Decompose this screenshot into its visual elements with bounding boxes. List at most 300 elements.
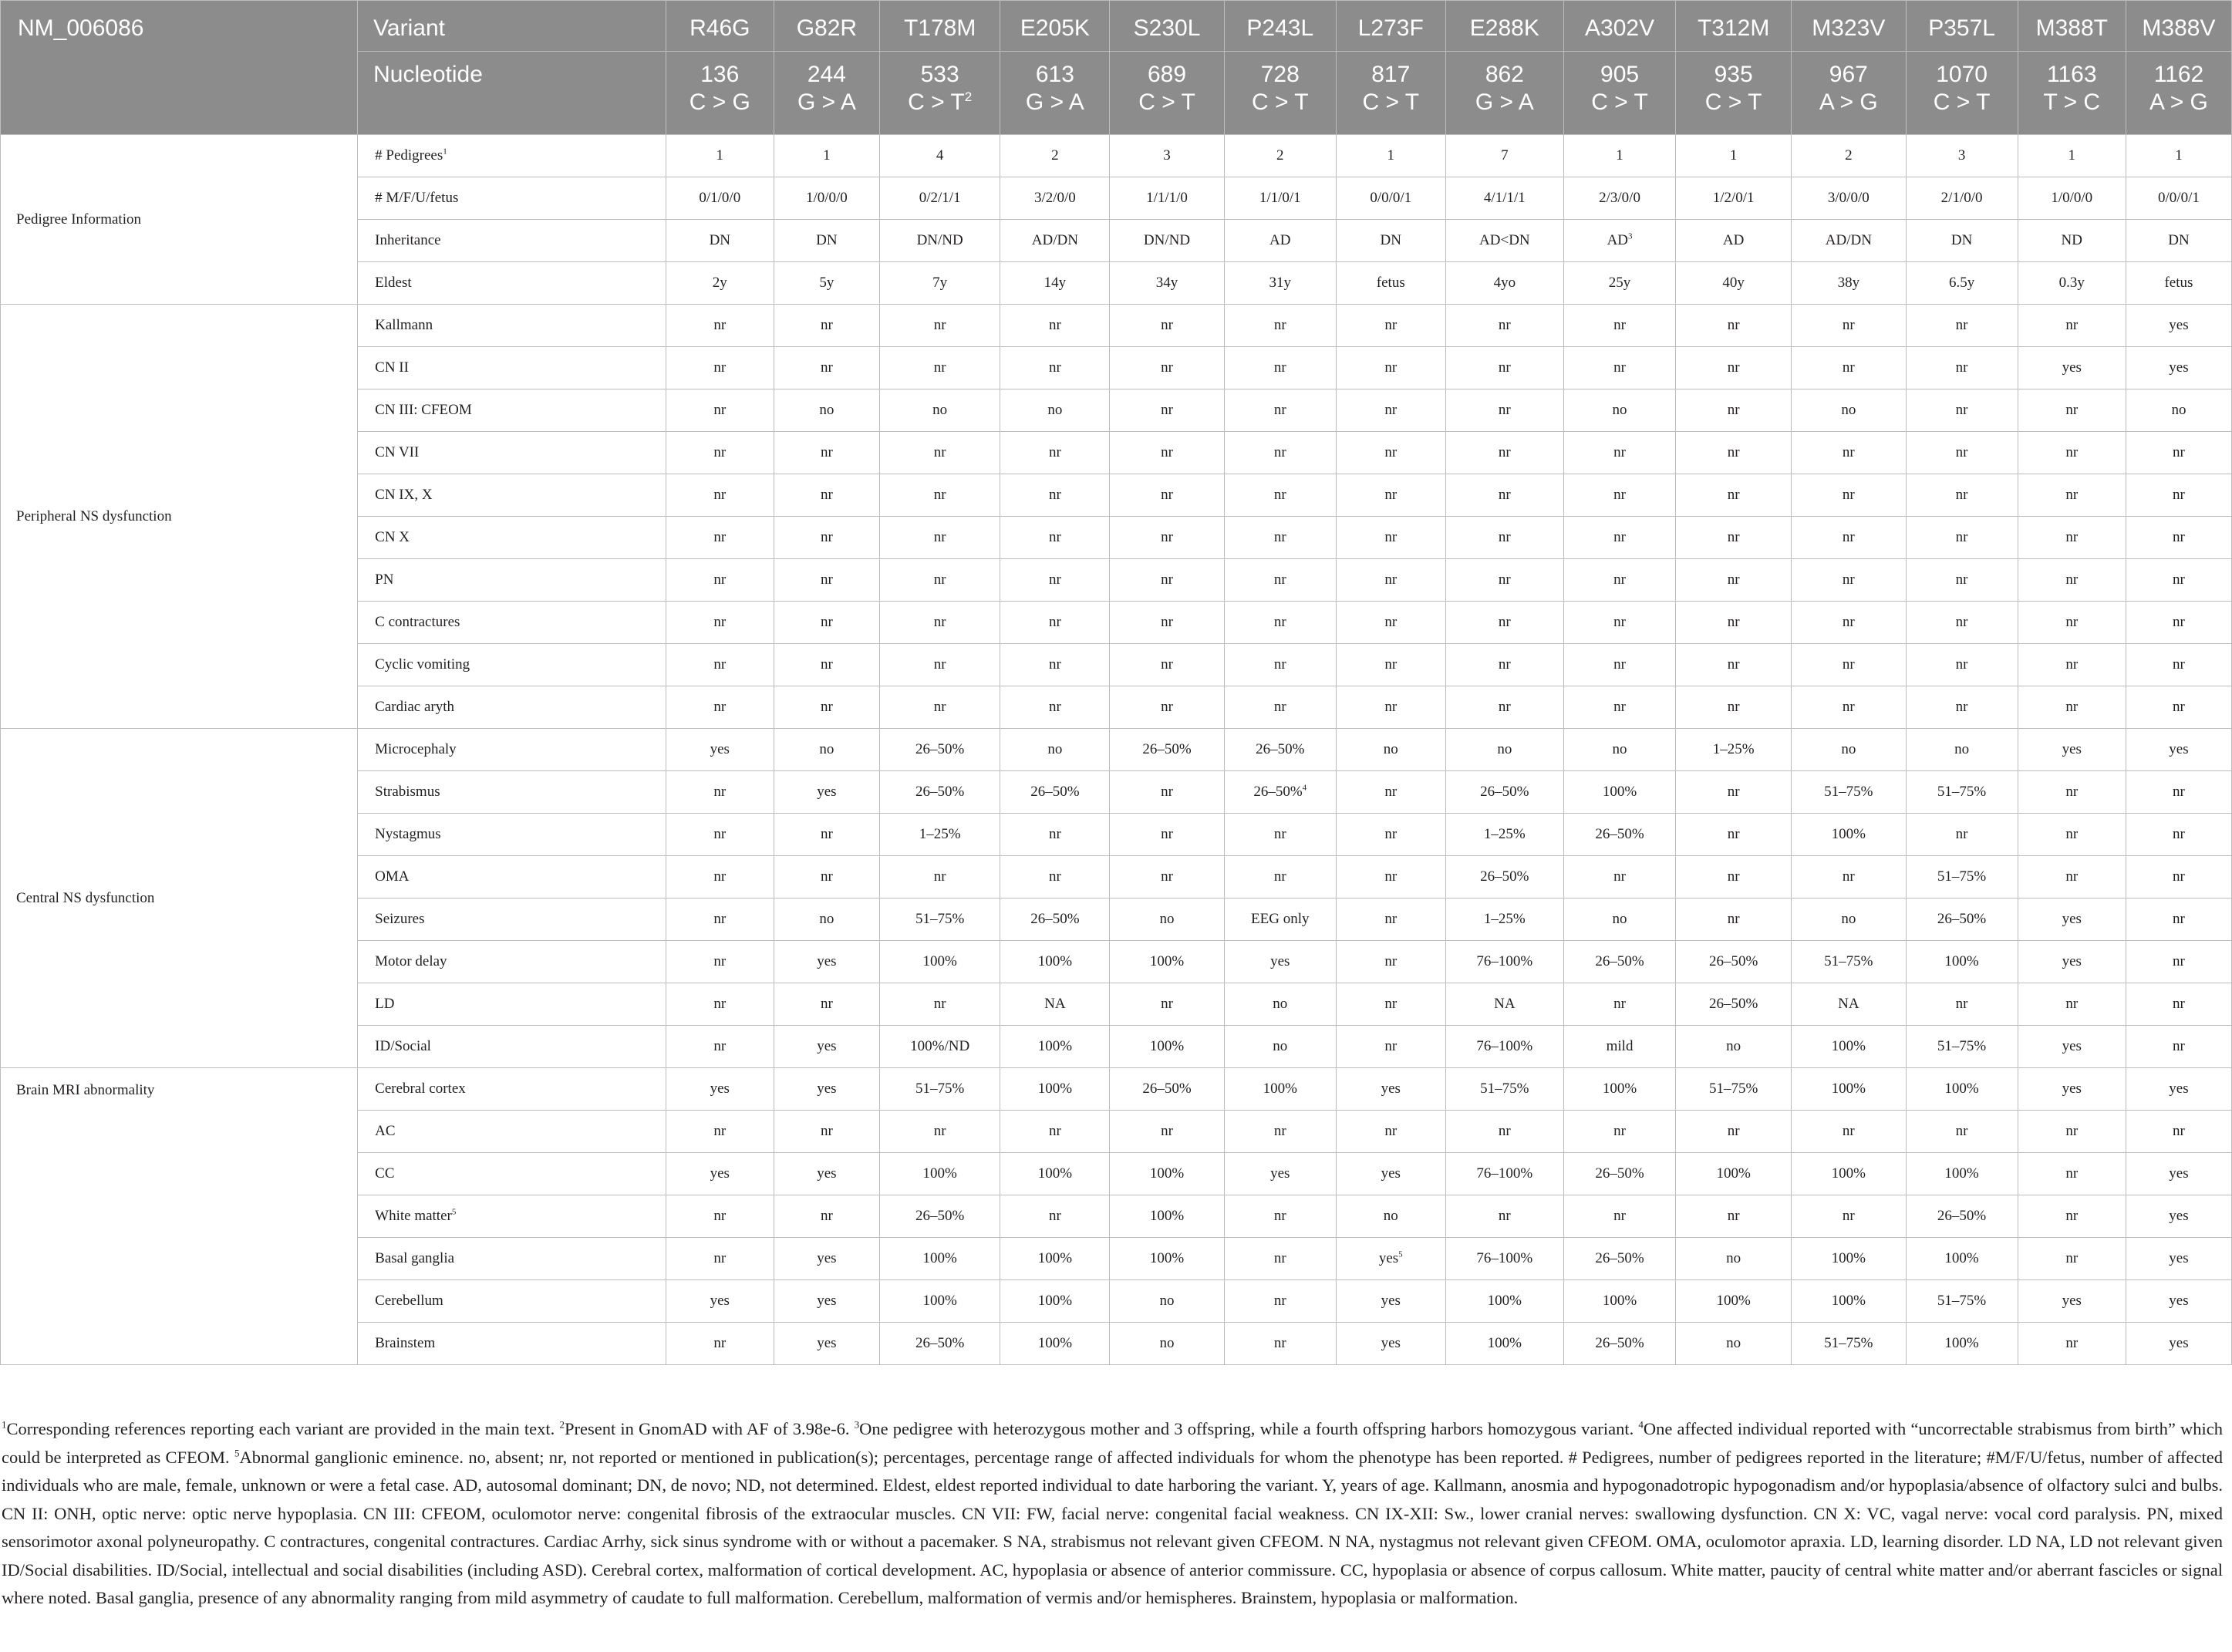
cell-value: 26–50% <box>915 784 965 800</box>
cell-value: 1/0/0/0 <box>2051 190 2093 206</box>
variant-header: T312M <box>1676 1 1792 52</box>
cell-value: nr <box>1161 699 1173 715</box>
cell-value: 26–50% <box>1937 1208 1987 1224</box>
cell-value: 3 <box>1163 147 1171 164</box>
table-cell <box>774 559 879 602</box>
table-cell <box>1000 389 1110 432</box>
table-cell <box>774 474 879 517</box>
feature-label <box>358 898 666 941</box>
table-cell <box>1110 1195 1224 1238</box>
variant-header: P357L <box>1906 1 2018 52</box>
feature-label <box>358 135 666 177</box>
table-cell <box>1224 898 1336 941</box>
header-row-variant <box>1 1 2232 52</box>
table-cell <box>1792 1026 1906 1068</box>
table-cell <box>1906 262 2018 305</box>
table-cell <box>774 941 879 983</box>
table-cell <box>1676 644 1792 686</box>
table-cell <box>774 1111 879 1153</box>
cell-value: 26–50% <box>915 1335 965 1351</box>
table-cell <box>879 1026 1000 1068</box>
table-cell <box>2126 1238 2231 1280</box>
cell-value: nr <box>2065 784 2079 800</box>
feature-label <box>358 305 666 347</box>
cell-value: mild <box>1606 1038 1634 1054</box>
table-cell <box>1336 814 1445 856</box>
cell-value: nr <box>933 656 946 673</box>
cell-value: nr <box>1048 614 1061 630</box>
variant-header: A302V <box>1563 1 1675 52</box>
cell-value: yes <box>2062 1081 2082 1097</box>
table-cell <box>1224 1280 1336 1323</box>
cell-value: yes <box>2169 1250 2189 1266</box>
table-cell <box>1792 220 1906 262</box>
feature-label-text: Motor delay <box>375 953 447 969</box>
table-cell <box>1906 1153 2018 1195</box>
cell-value: yes <box>817 953 837 969</box>
cell-value: 76–100% <box>1476 1165 1533 1182</box>
table-cell <box>1906 1195 2018 1238</box>
cell-value: nr <box>1161 868 1173 885</box>
cell-value: 100% <box>922 1293 957 1309</box>
cell-value: nr <box>2065 1123 2079 1139</box>
table-cell <box>1445 389 1563 432</box>
table-cell <box>1000 1068 1110 1111</box>
cell-value: nr <box>1955 359 1968 376</box>
cell-value: no <box>1383 1208 1398 1224</box>
cell-value: nr <box>820 699 833 715</box>
table-cell <box>1336 1323 1445 1365</box>
table-cell <box>1110 1238 1224 1280</box>
cell-value: 7y <box>932 275 948 291</box>
cell-value: 1 <box>2175 147 2183 164</box>
cell-value: nr <box>1613 996 1626 1012</box>
table-cell <box>2018 729 2126 771</box>
table-cell <box>666 1068 774 1111</box>
table-cell <box>2126 644 2231 686</box>
cell-value: 51–75% <box>915 1081 965 1097</box>
table-cell <box>1676 1195 1792 1238</box>
cell-value: 100% <box>922 1250 957 1266</box>
table-cell <box>1906 347 2018 389</box>
table-cell <box>1563 432 1675 474</box>
cell-value: 51–75% <box>1480 1081 1529 1097</box>
table-cell <box>1676 1068 1792 1111</box>
cell-value: nr <box>1727 868 1740 885</box>
table-cell <box>879 686 1000 729</box>
table-cell <box>1563 1238 1675 1280</box>
table-cell <box>879 1280 1000 1323</box>
table-cell <box>1110 729 1224 771</box>
table-cell <box>774 177 879 220</box>
cell-value: nr <box>1727 911 1740 927</box>
table-cell <box>1224 941 1336 983</box>
table-cell <box>1906 602 2018 644</box>
table-cell <box>1000 305 1110 347</box>
table-cell <box>1224 856 1336 898</box>
table-cell <box>1906 220 2018 262</box>
table-cell <box>1563 1153 1675 1195</box>
table-cell <box>666 135 774 177</box>
nucleotide-header <box>1336 52 1445 135</box>
cell-value: nr <box>1842 571 1855 588</box>
cell-value: 100% <box>1831 1250 1866 1266</box>
cell-value: nr <box>1498 699 1511 715</box>
cell-value: nr <box>1727 359 1740 376</box>
table-cell <box>1336 347 1445 389</box>
cell-value: nr <box>1727 1208 1740 1224</box>
table-cell <box>1000 771 1110 814</box>
cell-value: 2 <box>1276 147 1284 164</box>
feature-label-text: Brainstem <box>375 1335 436 1351</box>
nucleotide-change <box>2018 89 2126 116</box>
table-cell <box>1224 305 1336 347</box>
table-cell <box>1906 941 2018 983</box>
cell-value: nr <box>1498 487 1511 503</box>
cell-value: yes <box>710 1081 730 1097</box>
cell-value: nr <box>2065 444 2079 460</box>
nucleotide-change-text: G > A <box>1025 89 1084 115</box>
cell-value: nr <box>1613 317 1626 333</box>
table-cell <box>2018 856 2126 898</box>
table-cell <box>2018 432 2126 474</box>
feature-label-text: Cardiac aryth <box>375 699 455 715</box>
cell-value: nr <box>1842 1123 1855 1139</box>
feature-label-text: Cerebellum <box>375 1293 443 1309</box>
cell-value: 26–50% <box>1708 996 1758 1012</box>
table-cell <box>1906 814 2018 856</box>
nucleotide-position: 533 <box>920 62 959 87</box>
feature-label <box>358 1153 666 1195</box>
table-cell <box>1563 347 1675 389</box>
feature-label-text: CN III: CFEOM <box>375 402 472 418</box>
cell-value: nr <box>1613 1123 1626 1139</box>
table-cell <box>2126 1026 2231 1068</box>
cell-value: nr <box>1161 487 1173 503</box>
corner-label: NM_006086 <box>1 1 358 135</box>
variant-header: L273F <box>1336 1 1445 52</box>
cell-value: 100% <box>1037 953 1073 969</box>
cell-value: nr <box>1048 1123 1061 1139</box>
cell-value: nr <box>933 614 946 630</box>
cell-value: nr <box>1161 996 1173 1012</box>
table-cell <box>2126 771 2231 814</box>
cell-value: 34y <box>1155 275 1178 291</box>
cell-value: 31y <box>1269 275 1292 291</box>
table-cell <box>774 432 879 474</box>
table-cell <box>1792 559 1906 602</box>
table-cell <box>1563 814 1675 856</box>
cell-value: 6.5y <box>1948 275 1975 291</box>
table-cell <box>1000 814 1110 856</box>
table-cell <box>2126 517 2231 559</box>
cell-value: nr <box>2065 529 2079 545</box>
cell-value: 2 <box>1845 147 1853 164</box>
cell-value: nr <box>1613 868 1626 885</box>
table-cell <box>1110 1153 1224 1195</box>
table-cell <box>1445 1195 1563 1238</box>
table-cell <box>666 1238 774 1280</box>
feature-label-text: AC <box>375 1123 396 1139</box>
table-cell <box>774 686 879 729</box>
table-cell <box>666 898 774 941</box>
table-cell <box>1676 898 1792 941</box>
cell-value: nr <box>1613 656 1626 673</box>
table-cell <box>774 729 879 771</box>
table-cell <box>1336 474 1445 517</box>
table-cell <box>2018 517 2126 559</box>
cell-value: nr <box>1048 656 1061 673</box>
table-cell <box>879 1195 1000 1238</box>
table-cell <box>2126 347 2231 389</box>
cell-value: nr <box>2173 996 2185 1012</box>
nucleotide-header <box>2126 52 2231 135</box>
table-cell <box>1563 729 1675 771</box>
cell-value: 0/0/0/1 <box>1370 190 1412 206</box>
table-cell <box>1563 1068 1675 1111</box>
cell-value: 100% <box>1716 1165 1751 1182</box>
table-cell <box>1906 474 2018 517</box>
cell-value: 1–25% <box>919 826 961 842</box>
table-cell <box>1563 1323 1675 1365</box>
cell-value: nr <box>820 359 833 376</box>
table-cell <box>1000 262 1110 305</box>
cell-value: nr <box>1273 614 1286 630</box>
table-cell <box>666 262 774 305</box>
cell-value: nr <box>2173 571 2185 588</box>
table-cell <box>1445 1026 1563 1068</box>
cell-value: yes <box>2062 1293 2082 1309</box>
cell-value: nr <box>2173 1123 2185 1139</box>
cell-value: nr <box>1727 317 1740 333</box>
table-cell <box>1792 517 1906 559</box>
cell-value: 100% <box>1944 953 1979 969</box>
nucleotide-change-text: C > T <box>1138 89 1195 115</box>
cell-value: nr <box>2065 996 2079 1012</box>
cell-value: 40y <box>1722 275 1745 291</box>
table-cell <box>1676 432 1792 474</box>
table-cell <box>2018 1323 2126 1365</box>
cell-value: 1 <box>1616 147 1623 164</box>
table-cell <box>666 517 774 559</box>
table-cell <box>879 1068 1000 1111</box>
cell-value: nr <box>1727 1123 1740 1139</box>
table-cell <box>1792 686 1906 729</box>
cell-value: nr <box>713 996 727 1012</box>
cell-value: 26–50% <box>1142 1081 1192 1097</box>
cell-value: 100% <box>1831 1038 1866 1054</box>
table-cell <box>1445 474 1563 517</box>
cell-value: no <box>2171 402 2186 418</box>
cell-value: 1/1/1/0 <box>1146 190 1188 206</box>
feature-label <box>358 432 666 474</box>
table-cell <box>1336 559 1445 602</box>
feature-label-text: Inheritance <box>375 232 441 248</box>
cell-value: nr <box>1727 402 1740 418</box>
table-cell <box>666 1026 774 1068</box>
cell-value: nr <box>933 1123 946 1139</box>
cell-value: EEG only <box>1251 911 1310 927</box>
cell-value: NA <box>1044 996 1066 1012</box>
table-cell <box>1676 220 1792 262</box>
cell-value: no <box>1954 741 1970 757</box>
cell-value: 26–50% <box>1595 1335 1644 1351</box>
table-cell <box>1000 1280 1110 1323</box>
table-cell <box>1563 686 1675 729</box>
table-cell <box>879 814 1000 856</box>
cell-value: nr <box>1842 1208 1855 1224</box>
feature-label <box>358 1323 666 1365</box>
cell-value: 100% <box>1602 1081 1637 1097</box>
table-cell <box>2018 686 2126 729</box>
table-cell <box>1906 1280 2018 1323</box>
cell-value: AD/DN <box>1825 232 1872 248</box>
cell-value: nr <box>1498 529 1511 545</box>
table-cell <box>1110 517 1224 559</box>
feature-label-text: White matter <box>375 1208 452 1224</box>
table-cell <box>1110 898 1224 941</box>
table-cell <box>774 1323 879 1365</box>
cell-value: nr <box>1048 868 1061 885</box>
table-cell <box>1000 1111 1110 1153</box>
table-cell <box>774 1153 879 1195</box>
nucleotide-header <box>1445 52 1563 135</box>
table-cell <box>2018 347 2126 389</box>
cell-value: yes <box>710 1293 730 1309</box>
cell-value: yes <box>2169 1081 2189 1097</box>
table-cell <box>1563 1195 1675 1238</box>
feature-label <box>358 729 666 771</box>
table-cell <box>2126 432 2231 474</box>
cell-value: nr <box>1727 571 1740 588</box>
cell-value: DN <box>1950 232 1973 248</box>
cell-value: NA <box>1494 996 1516 1012</box>
feature-label-text: Strabismus <box>375 784 440 800</box>
cell-value: nr <box>1273 1123 1286 1139</box>
table-cell <box>1906 983 2018 1026</box>
cell-value: no <box>1612 402 1627 418</box>
feature-label-text: CC <box>375 1165 395 1182</box>
cell-value: DN <box>2168 232 2190 248</box>
table-cell <box>1906 432 2018 474</box>
cell-value: nr <box>933 317 946 333</box>
cell-value: nr <box>1273 1293 1286 1309</box>
table-cell <box>1000 135 1110 177</box>
table-cell <box>1000 856 1110 898</box>
nucleotide-position: 1070 <box>1936 62 1988 87</box>
nucleotide-header <box>1792 52 1906 135</box>
table-cell <box>1000 517 1110 559</box>
table-cell <box>774 1068 879 1111</box>
table-cell <box>1563 305 1675 347</box>
cell-value: nr <box>1498 614 1511 630</box>
cell-value: nr <box>1384 1038 1398 1054</box>
feature-label <box>358 220 666 262</box>
table-cell <box>1000 644 1110 686</box>
cell-value: DN/ND <box>916 232 963 248</box>
table-cell <box>1110 220 1224 262</box>
cell-value: 100% <box>922 953 957 969</box>
table-cell <box>1676 559 1792 602</box>
cell-value: nr <box>1613 529 1626 545</box>
table-cell <box>1224 644 1336 686</box>
table-cell <box>879 474 1000 517</box>
cell-value: AD<DN <box>1479 232 1530 248</box>
nucleotide-change-text: C > T <box>908 89 965 115</box>
variant-header: E205K <box>1000 1 1110 52</box>
table-cell <box>1676 729 1792 771</box>
table-cell <box>774 856 879 898</box>
cell-value: nr <box>1498 359 1511 376</box>
table-cell <box>1110 177 1224 220</box>
cell-value: 1/0/0/0 <box>805 190 848 206</box>
cell-value: 100% <box>1037 1165 1073 1182</box>
cell-value: no <box>1159 1335 1175 1351</box>
nucleotide-label: Nucleotide <box>358 52 666 135</box>
table-cell <box>1445 941 1563 983</box>
table-cell <box>879 1111 1000 1153</box>
table-cell <box>2126 474 2231 517</box>
cell-value: nr <box>2173 911 2185 927</box>
cell-value: nr <box>1955 444 1968 460</box>
cell-value: nr <box>1048 699 1061 715</box>
table-cell <box>2126 1280 2231 1323</box>
table-cell <box>1563 177 1675 220</box>
table-cell <box>1336 1153 1445 1195</box>
table-cell <box>1676 686 1792 729</box>
table-cell <box>2018 898 2126 941</box>
feature-label <box>358 941 666 983</box>
table-cell <box>1445 602 1563 644</box>
table-cell <box>666 644 774 686</box>
cell-value: yes <box>1381 1165 1401 1182</box>
cell-value: 100% <box>1037 1293 1073 1309</box>
table-cell <box>2018 559 2126 602</box>
table-cell <box>1224 1026 1336 1068</box>
cell-value: 100% <box>1831 1165 1866 1182</box>
cell-value: 26–50% <box>1708 953 1758 969</box>
variant-header: M388T <box>2018 1 2126 52</box>
table-cell <box>1676 1323 1792 1365</box>
nucleotide-position: 136 <box>700 62 740 87</box>
cell-value: nr <box>820 571 833 588</box>
table-cell <box>1000 729 1110 771</box>
feature-label <box>358 1068 666 1111</box>
cell-value: 100% <box>1944 1165 1979 1182</box>
cell-value: 2 <box>1051 147 1059 164</box>
footnote-marker: 1 <box>443 147 447 157</box>
table-cell <box>1676 602 1792 644</box>
table-cell <box>1224 1195 1336 1238</box>
cell-value: nr <box>1727 656 1740 673</box>
table-cell <box>2126 1111 2231 1153</box>
table-cell <box>1792 347 1906 389</box>
cell-value: ND <box>2061 232 2082 248</box>
table-cell <box>666 220 774 262</box>
cell-value: nr <box>1613 699 1626 715</box>
cell-value: nr <box>1161 529 1173 545</box>
table-cell <box>666 941 774 983</box>
cell-value: nr <box>1161 444 1173 460</box>
cell-value: nr <box>1613 359 1626 376</box>
feature-label <box>358 602 666 644</box>
cell-value: AD <box>1607 232 1629 248</box>
cell-value: 51–75% <box>1708 1081 1758 1097</box>
table-cell <box>1336 220 1445 262</box>
table-cell <box>1110 1026 1224 1068</box>
table-cell <box>1445 1153 1563 1195</box>
cell-value: yes <box>1270 953 1290 969</box>
